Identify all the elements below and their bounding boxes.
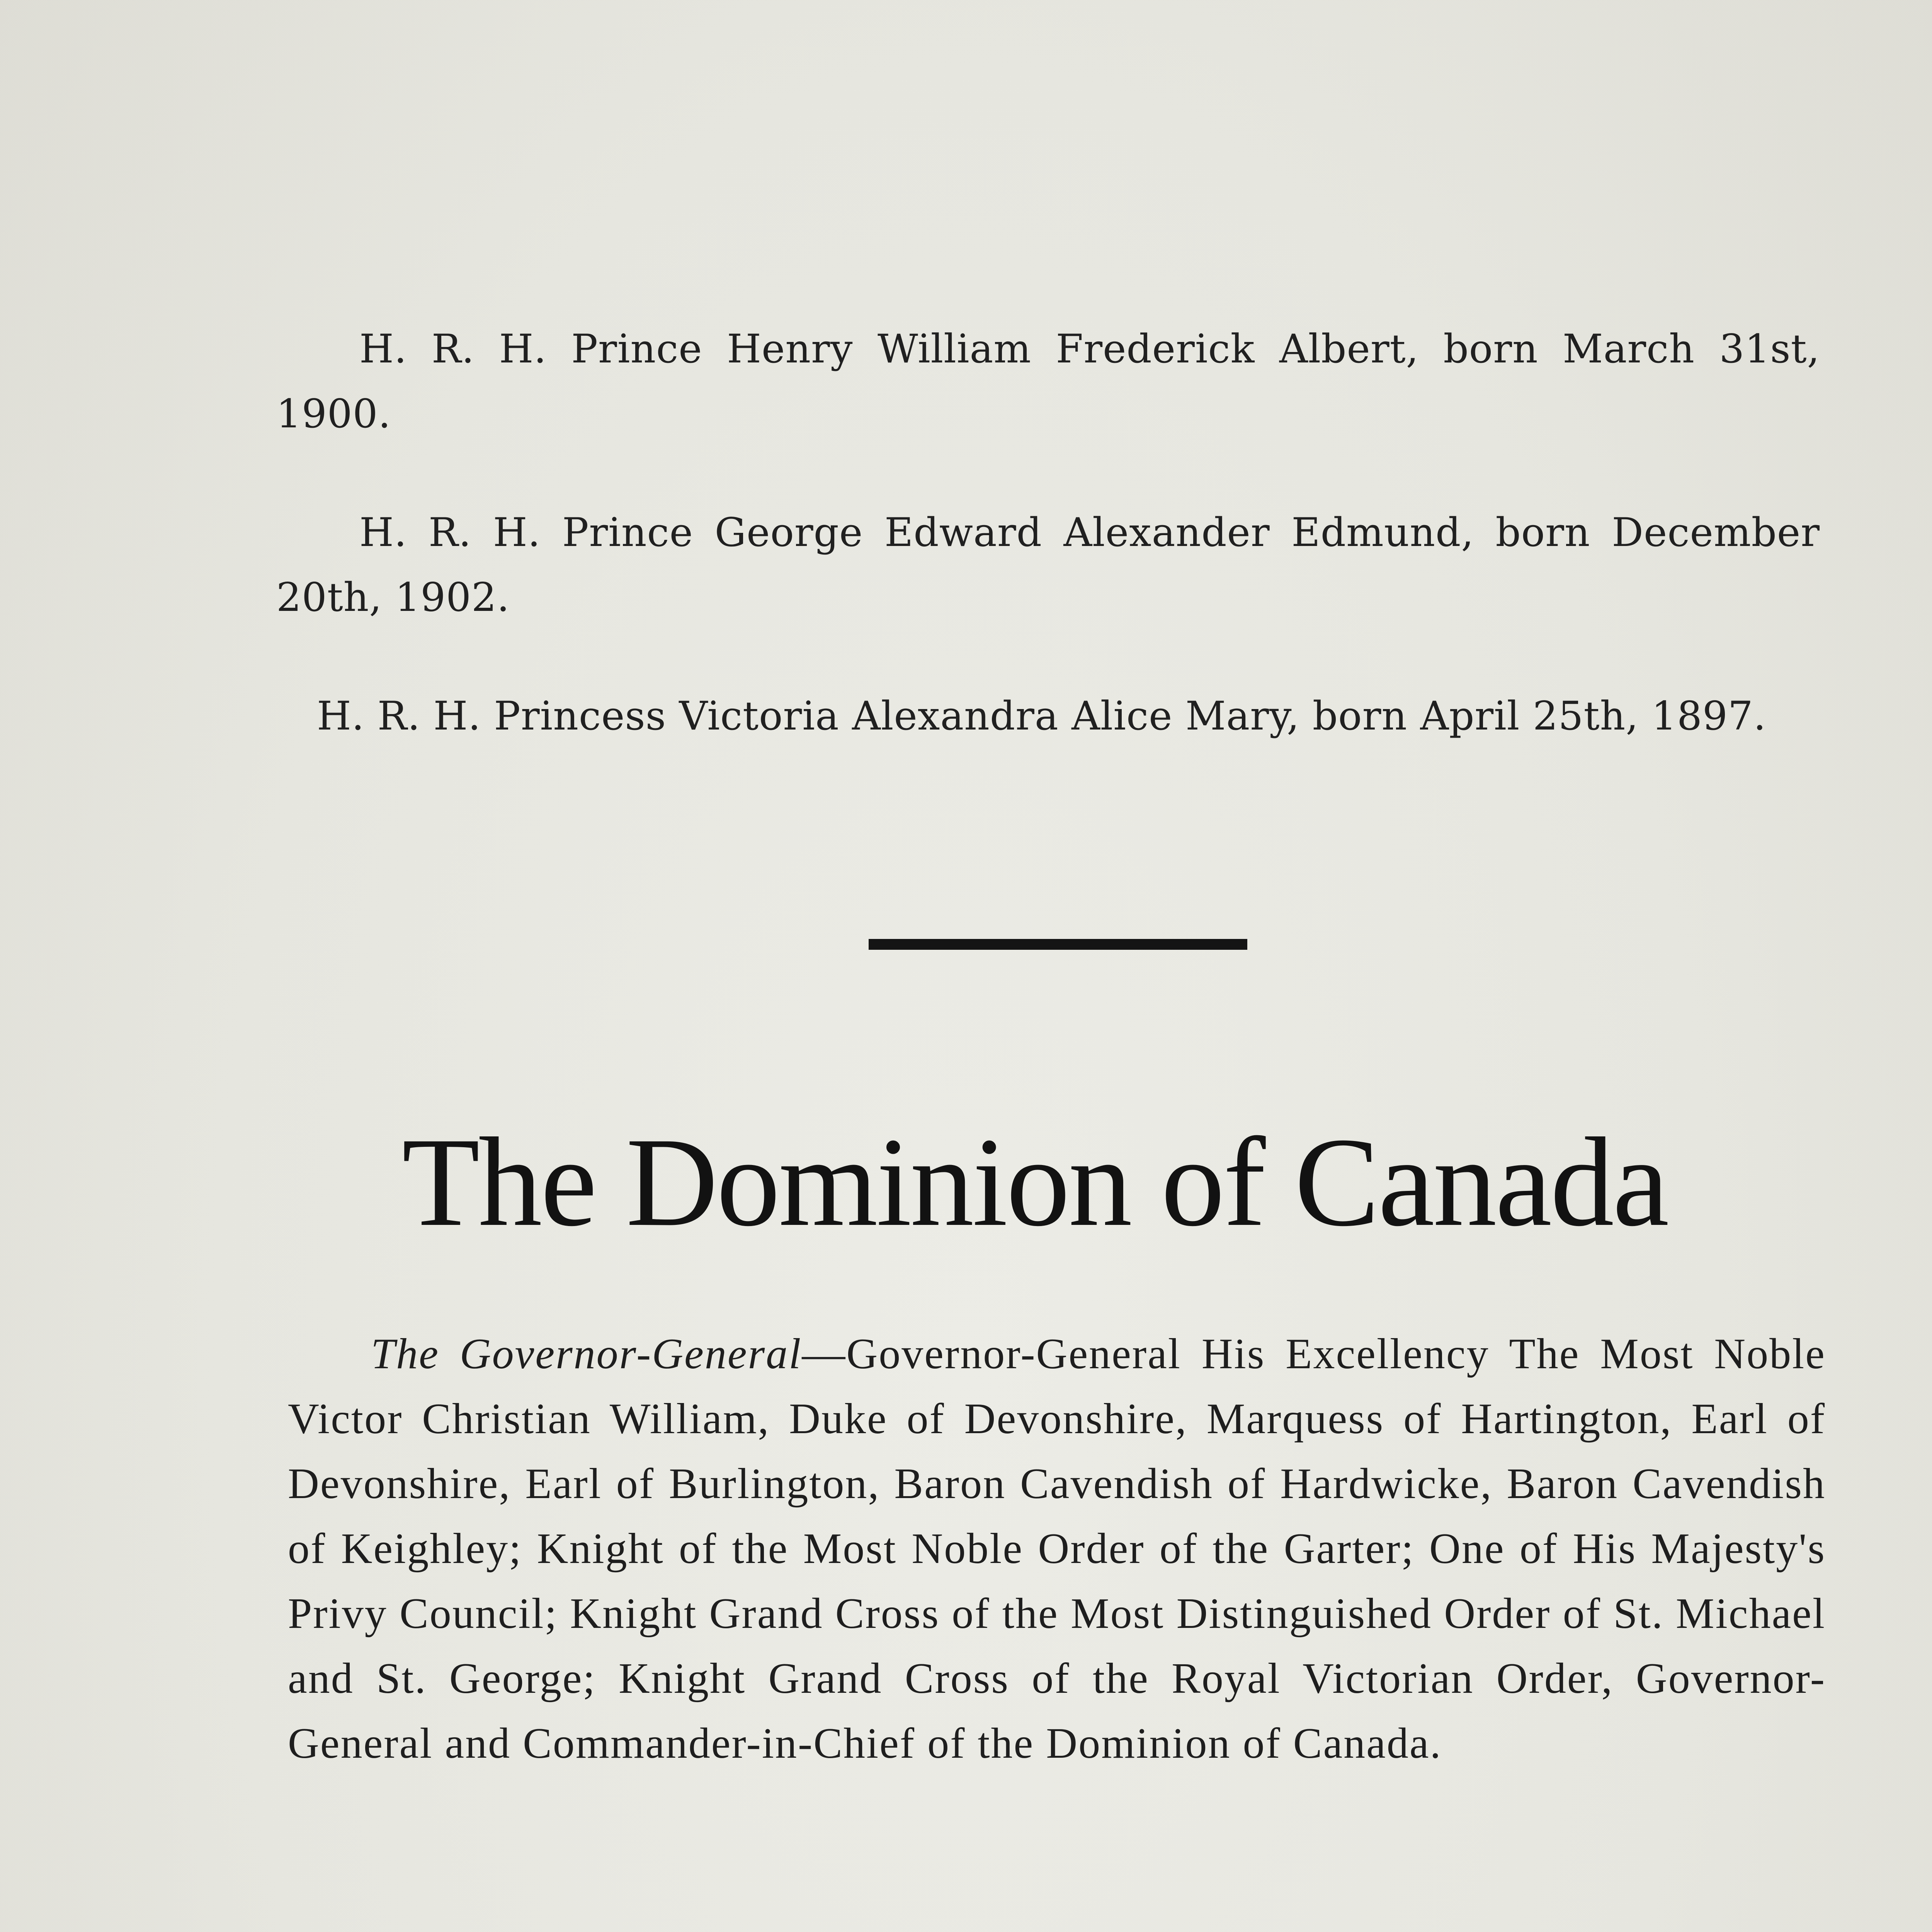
royal-entry-princess-victoria: H. R. H. Princess Victoria Alexandra Alice Mary, born April 25th, 1897. (317, 693, 1767, 739)
governor-general-paragraph (288, 1321, 1826, 1776)
section-divider-rule (869, 939, 1247, 950)
royal-entry-prince-george: H. R. H. Prince George Edward Alexander Edmund, born December 20th, 1902. (276, 510, 1820, 621)
section-title: The Dominion of Canada (402, 1112, 1668, 1253)
governor-general-lead: The Governor-General (371, 1330, 802, 1378)
royal-entry-prince-henry: H. R. H. Prince Henry William Frederick Albert, born March 31st, 1900. (276, 326, 1820, 437)
governor-general-text: —Governor-General His Excellency The Most Noble Victor Christian William, Duke of Devonshire, Marquess of Hartington, Earl of Devonshire, Earl of Burlington, Baron Cavendish of Hardwicke, Baron Cavendish of Keighley; Knight of the Most Noble Order of the Garter; One of His Majesty's Privy Council; Knight Grand Cross of the Most Distinguished Order of St. Michael and St. George; Knight Grand Cross of the Royal Victorian Order, Governor-General and Commander-in-Chief of the Dominion of Canada. (288, 1330, 1826, 1767)
